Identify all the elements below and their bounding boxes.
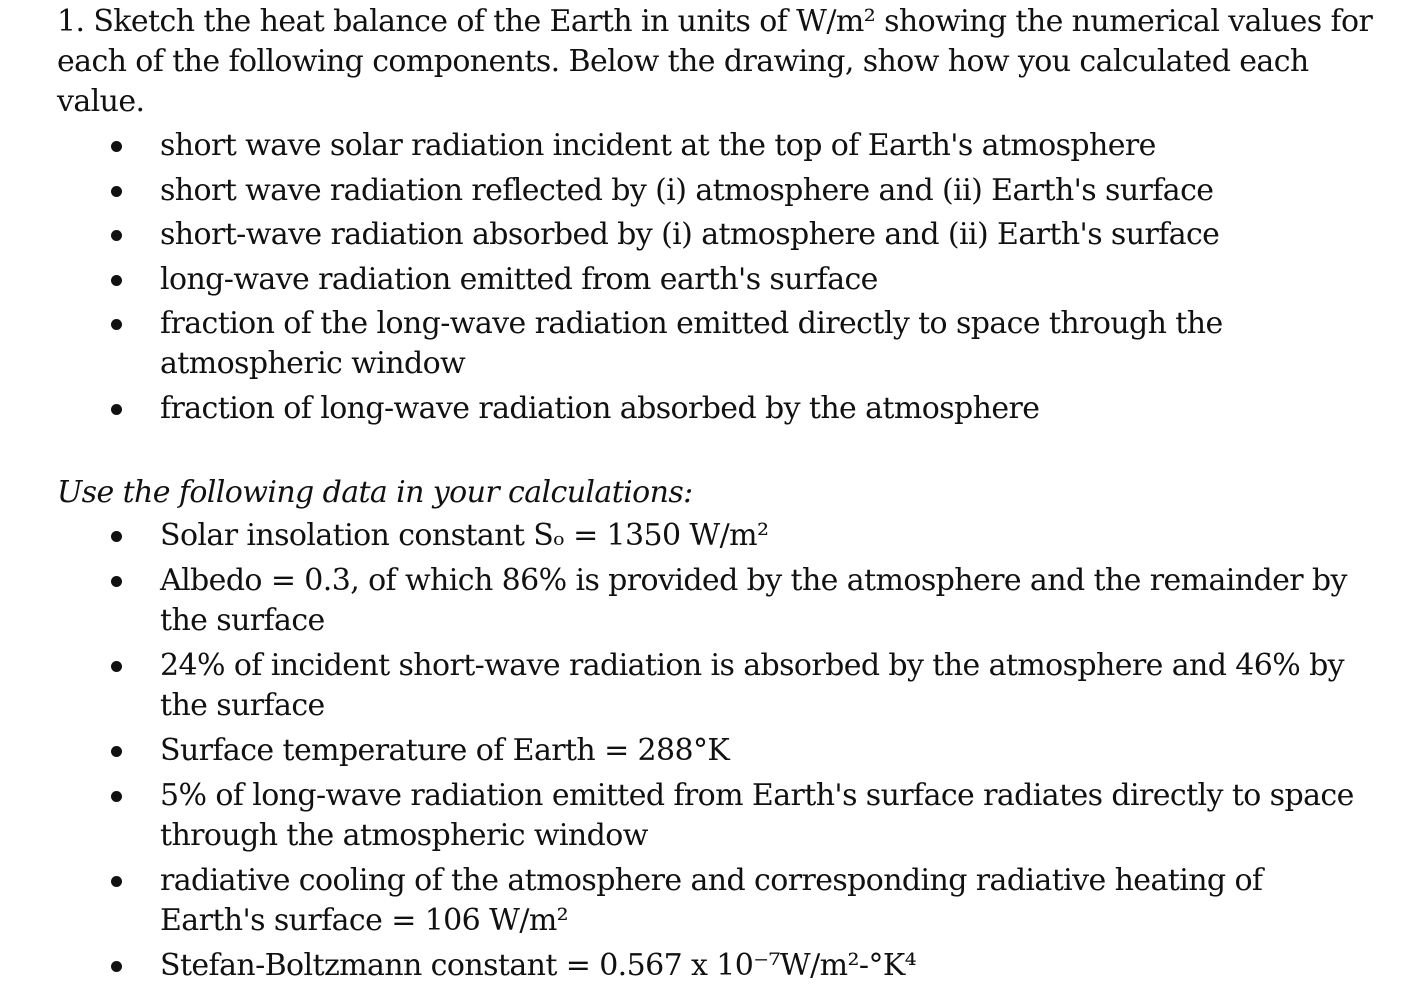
list-item <box>0 516 1360 556</box>
list-item-text: fraction of long-wave radiation absorbed by the atmosphere <box>160 390 1040 426</box>
bullet-icon <box>111 531 122 542</box>
list-item <box>0 304 1360 384</box>
list-item-text: short wave solar radiation incident at the top of Earth's atmosphere <box>160 128 1156 163</box>
list-item <box>0 171 1360 211</box>
list-item <box>0 861 1360 941</box>
list-item <box>0 946 1360 986</box>
list-item-text: Stefan-Boltzmann constant = 0.567 x 10⁻⁷W/m²-°K⁴ <box>160 948 917 983</box>
list-item-text: Albedo = 0.3, of which 86% is provided by the atmosphere and the remainder by the surface <box>160 563 1347 638</box>
list-item-text: Solar insolation constant Sₒ = 1350 W/m² <box>160 518 769 553</box>
bullet-icon <box>111 404 122 415</box>
list-item <box>0 776 1360 856</box>
list-item-text: short wave radiation reflected by (i) atmosphere and (ii) Earth's surface <box>160 172 1214 208</box>
list-item-text: long-wave radiation emitted from earth's surface <box>160 261 878 297</box>
list-item-text: radiative cooling of the atmosphere and corresponding radiative heating of Earth's surface = 106 W/m² <box>160 863 1263 938</box>
list-item-text: 24% of incident short-wave radiation is absorbed by the atmosphere and 46% by the surface <box>160 648 1345 723</box>
list-item <box>0 389 1360 429</box>
list-item <box>0 646 1360 726</box>
bullet-icon <box>111 576 122 587</box>
bullet-icon <box>111 661 122 672</box>
list-item-text: 5% of long-wave radiation emitted from Earth's surface radiates directly to space through the atmospheric window <box>160 778 1354 853</box>
list-item <box>0 731 1360 771</box>
list-item-text: Surface temperature of Earth = 288°K <box>160 733 730 768</box>
bullet-icon <box>111 141 122 152</box>
bullet-icon <box>111 876 122 887</box>
list-item-text: short-wave radiation absorbed by (i) atmosphere and (ii) Earth's surface <box>160 217 1220 252</box>
data-list <box>0 516 1424 991</box>
bullet-icon <box>111 791 122 802</box>
data-heading: Use the following data in your calculations: <box>57 475 693 510</box>
list-item-text: fraction of the long-wave radiation emitted directly to space through the atmospheric window <box>160 306 1223 381</box>
bullet-icon <box>111 186 122 197</box>
bullet-icon <box>111 275 122 286</box>
bullet-icon <box>111 746 122 757</box>
question-text: 1. Sketch the heat balance of the Earth in units of W/m² showing the numerical values for each of the following components. Below the drawing, show how you calculated each value. <box>57 4 1373 119</box>
bullet-icon <box>111 319 122 330</box>
list-item <box>0 215 1360 255</box>
bullet-icon <box>111 230 122 241</box>
list-item <box>0 260 1360 300</box>
list-item <box>0 126 1360 166</box>
components-list <box>0 126 1424 433</box>
bullet-icon <box>111 961 122 972</box>
list-item <box>0 561 1360 641</box>
